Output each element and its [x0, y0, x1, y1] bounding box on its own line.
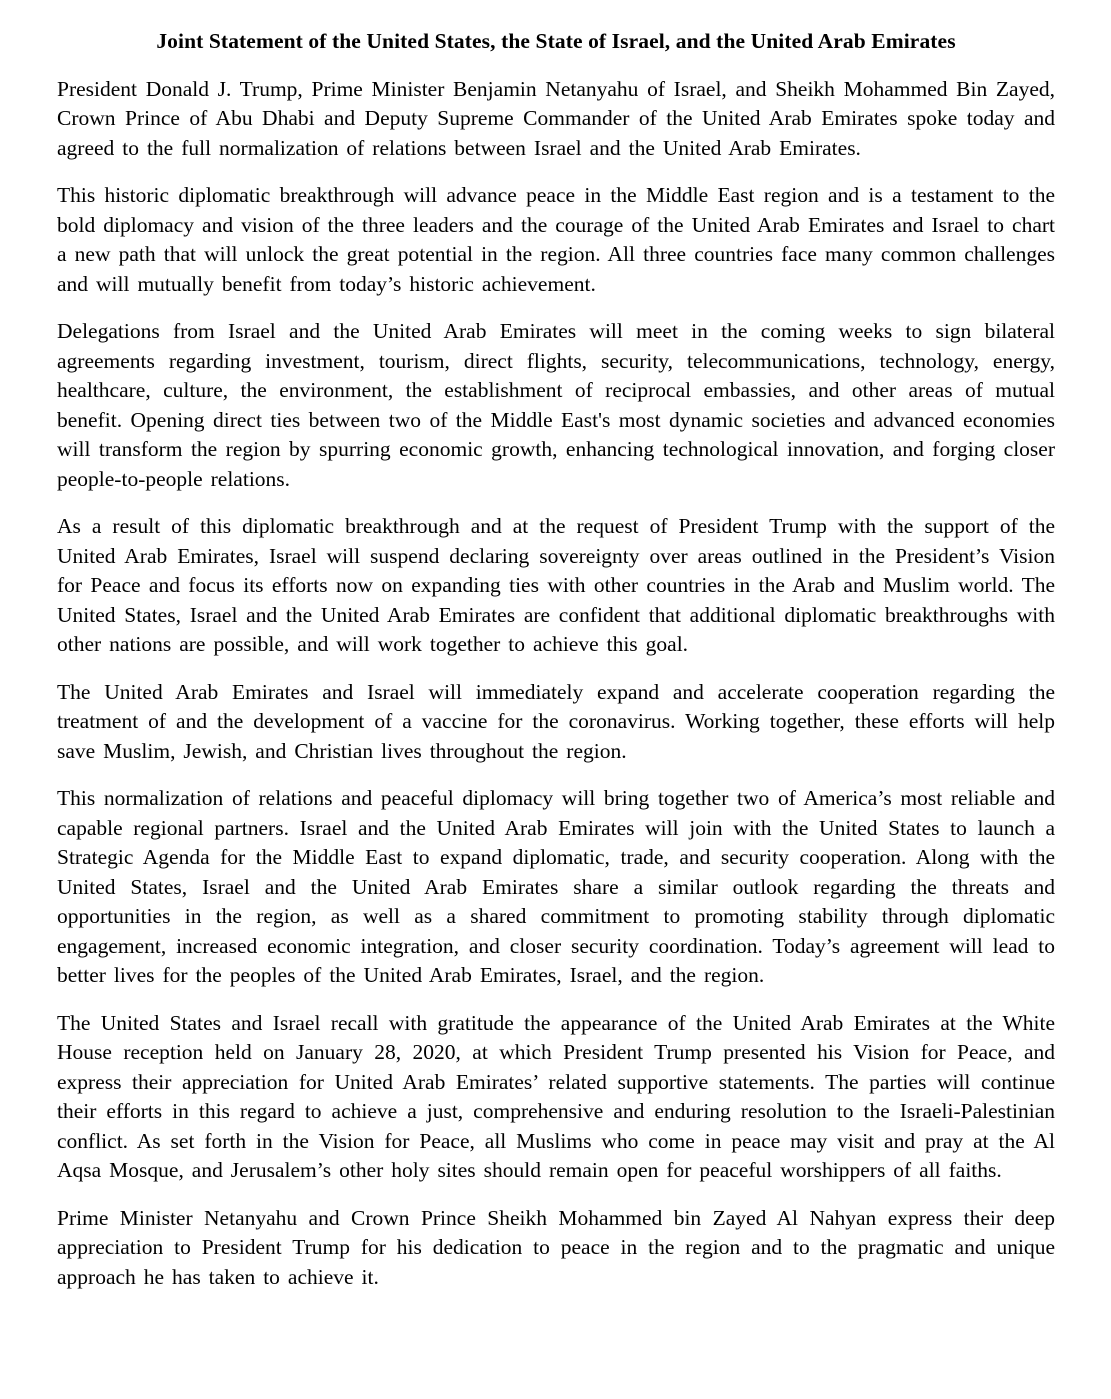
paragraph-5: The United Arab Emirates and Israel will immediately expand and accelerate cooperation regarding the treatment of and the development of a vaccine for the coronavirus. Working together, these efforts will help save Muslim, Jewish, and Christian lives throughout the region.	[57, 679, 1055, 763]
paragraph-6: This normalization of relations and peaceful diplomacy will bring together two of America’s most reliable and capable regional partners. Israel and the United Arab Emirates will join with the United States to launch a Strategic Agenda for the Middle East to expand diplomatic, trade, and security cooperation. Along with the United States, Israel and the United Arab Emirates share a similar outlook regarding the threats and opportunities in the region, as well as a shared commitment to promoting stability through diplomatic engagement, increased economic integration, and closer security coordination. Today’s agreement will lead to better lives for the peoples of the United Arab Emirates, Israel, and the region.	[57, 786, 1055, 987]
document-title: Joint Statement of the United States, the State of Israel, and the United Arab Emirates	[156, 29, 956, 53]
paragraph-3: Delegations from Israel and the United Arab Emirates will meet in the coming weeks to sign bilateral agreements regarding investment, tourism, direct flights, security, telecommunications, technology, energy, healthcare, culture, the environment, the establishment of reciprocal embassies, and other areas of mutual benefit. Opening direct ties between two of the Middle East's most dynamic societies and advanced economies will transform the region by spurring economic growth, enhancing technological innovation, and forging closer people-to-people relations.	[57, 319, 1055, 491]
paragraph-2: This historic diplomatic breakthrough will advance peace in the Middle East region and is a testament to the bold diplomacy and vision of the three leaders and the courage of the United Arab Emirates and Israel to chart a new path that will unlock the great potential in the region. All three countries face many common challenges and will mutually benefit from today’s historic achievement.	[57, 183, 1055, 296]
paragraph-1: President Donald J. Trump, Prime Minister Benjamin Netanyahu of Israel, and Sheikh Mohammed Bin Zayed, Crown Prince of Abu Dhabi and Deputy Supreme Commander of the United Arab Emirates spoke today and agreed to the full normalization of relations between Israel and the United Arab Emirates.	[57, 76, 1055, 160]
paragraph-4: As a result of this diplomatic breakthrough and at the request of President Trump with the support of the United Arab Emirates, Israel will suspend declaring sovereignty over areas outlined in the President’s Vision for Peace and focus its efforts now on expanding ties with other countries in the Arab and Muslim world. The United States, Israel and the United Arab Emirates are confident that additional diplomatic breakthroughs with other nations are possible, and will work together to achieve this goal.	[57, 514, 1055, 656]
paragraph-8: Prime Minister Netanyahu and Crown Prince Sheikh Mohammed bin Zayed Al Nahyan express their deep appreciation to President Trump for his dedication to peace in the region and to the pragmatic and unique approach he has taken to achieve it.	[57, 1205, 1055, 1289]
paragraph-7: The United States and Israel recall with gratitude the appearance of the United Arab Emirates at the White House reception held on January 28, 2020, at which President Trump presented his Vision for Peace, and express their appreciation for United Arab Emirates’ related supportive statements. The parties will continue their efforts in this regard to achieve a just, comprehensive and enduring resolution to the Israeli-Palestinian conflict. As set forth in the Vision for Peace, all Muslims who come in peace may visit and pray at the Al Aqsa Mosque, and Jerusalem’s other holy sites should remain open for peaceful worshippers of all faiths.	[57, 1010, 1055, 1182]
